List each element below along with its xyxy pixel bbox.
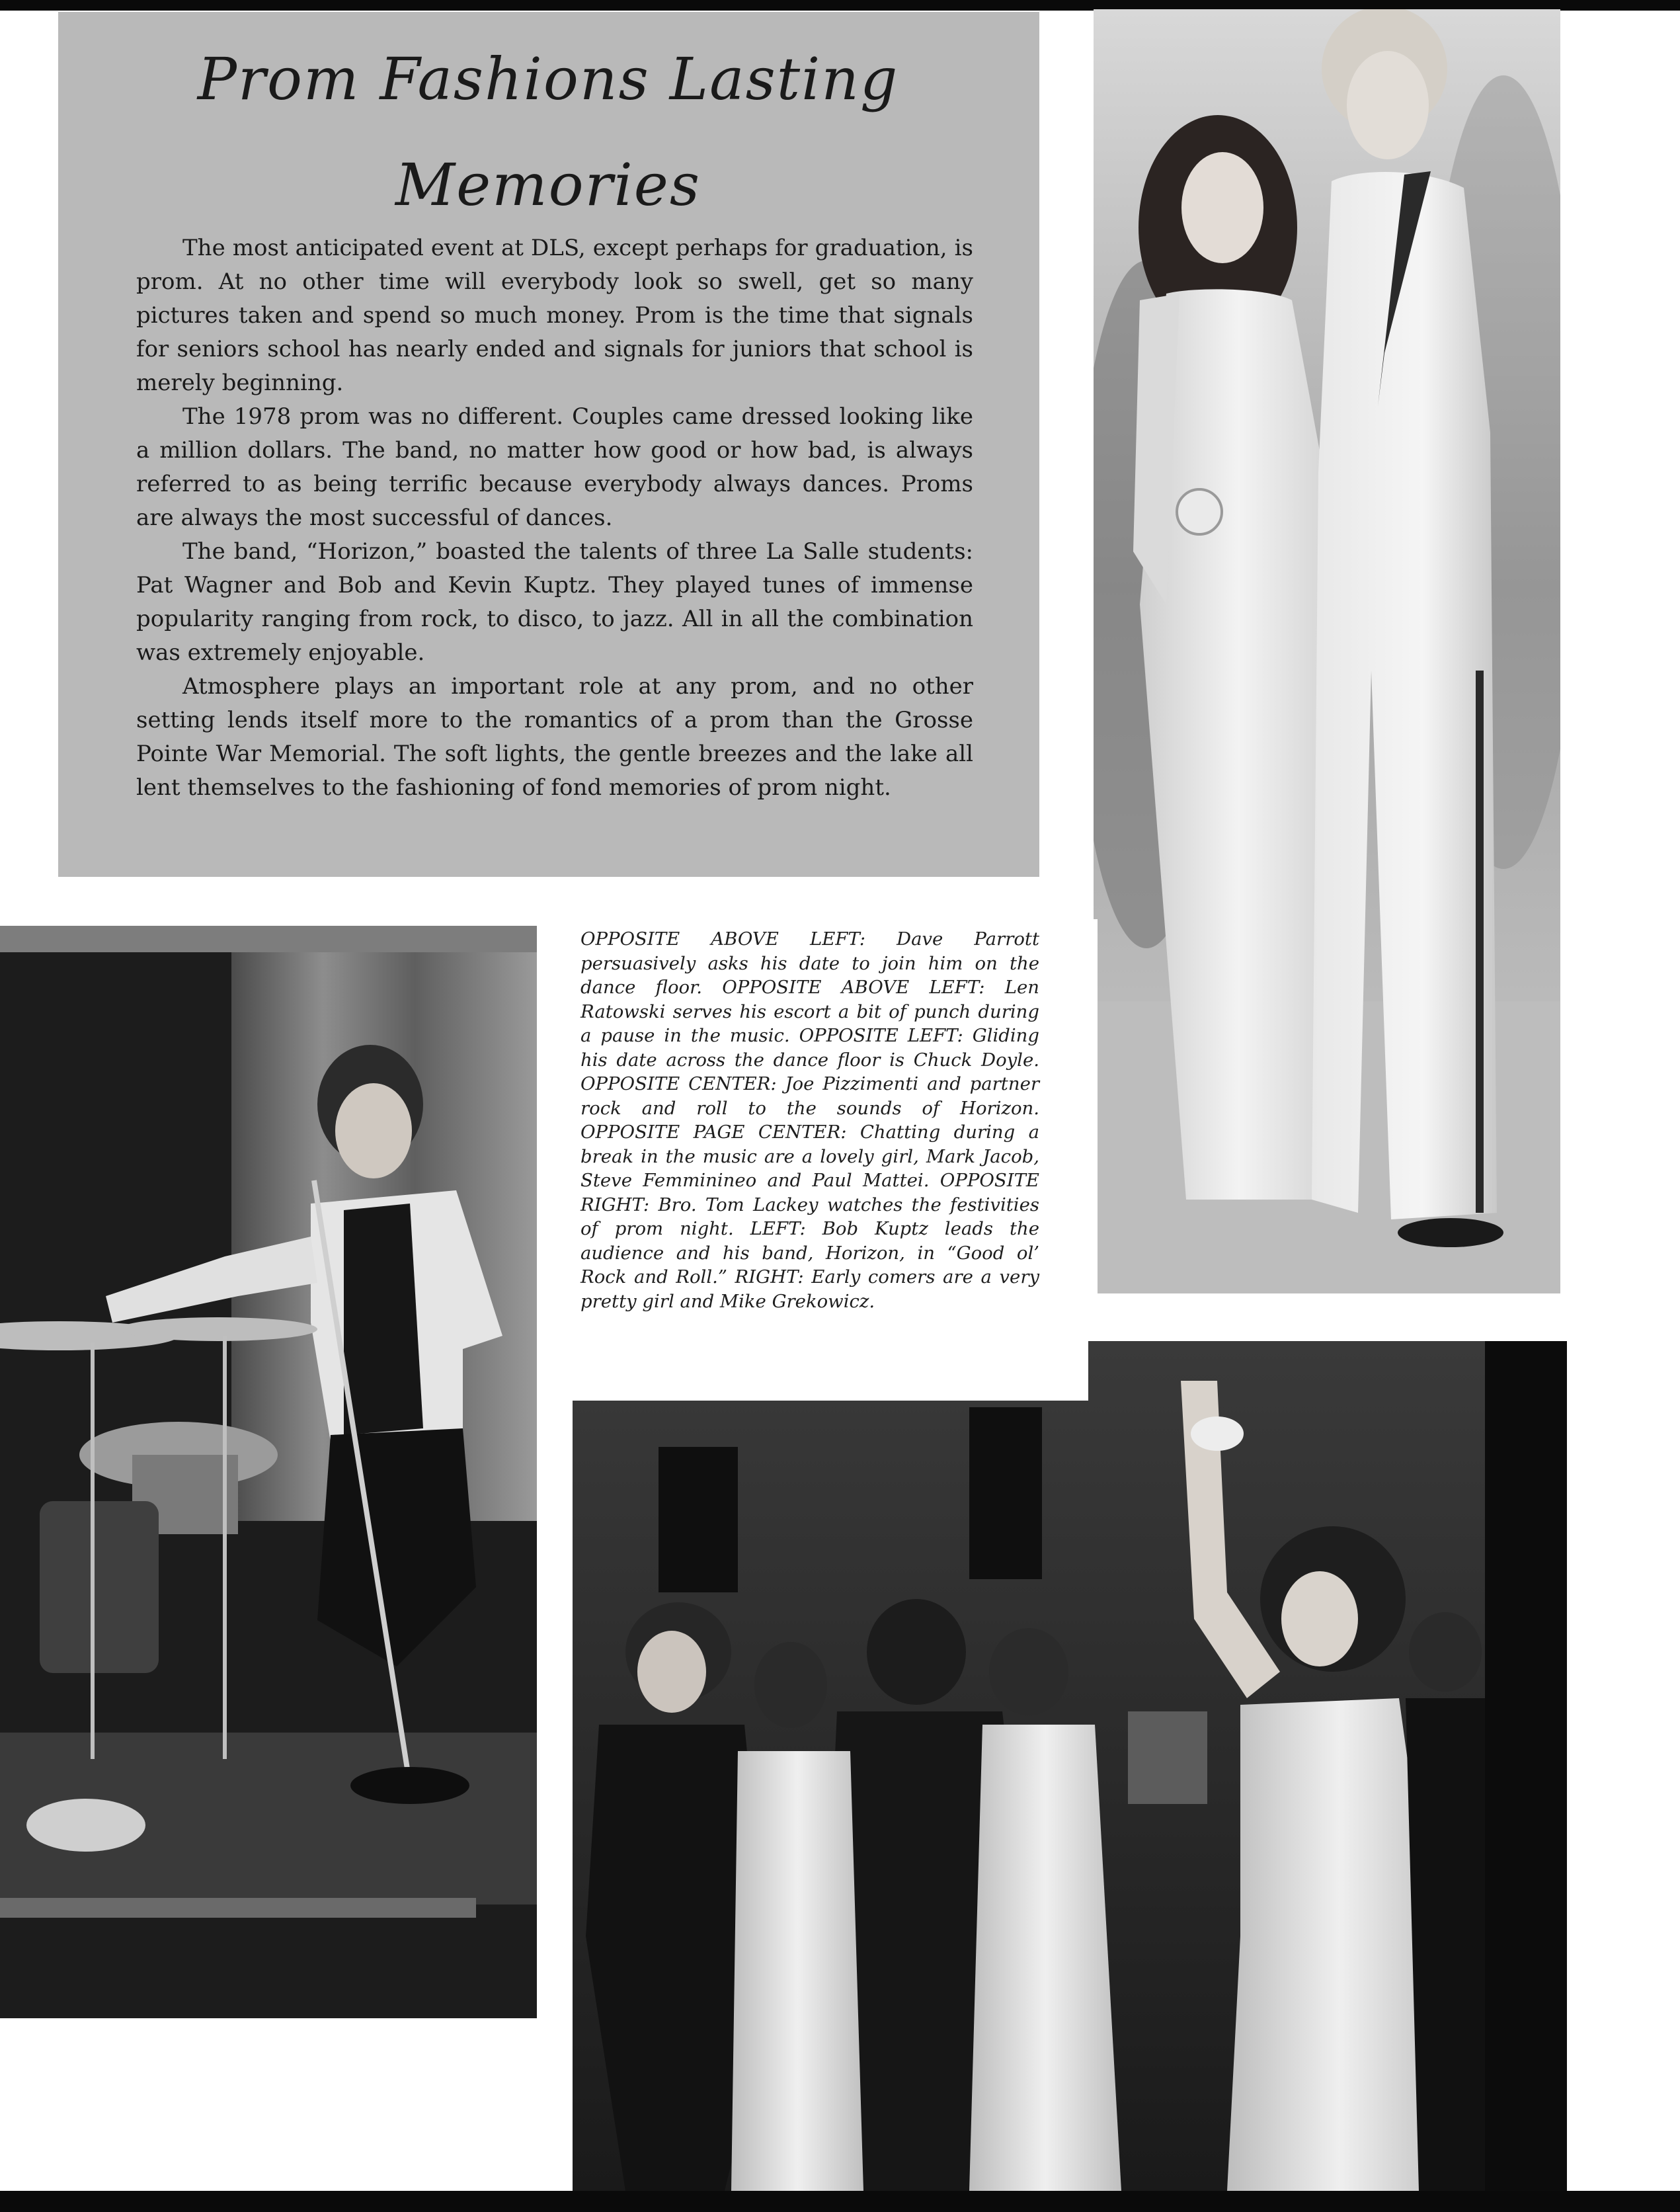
couple-photo xyxy=(1094,9,1560,1293)
dancers-photo xyxy=(573,1341,1567,2191)
article-title xyxy=(103,26,993,238)
title-line-1: Prom Fashions Lasting xyxy=(197,45,899,113)
paragraph: The most anticipated event at DLS, except perhaps for graduation, is prom. At no other time will everybody look so swell, get so many pictures taken and spend so much money. Prom is the time that signals for seniors school has nearly ended and signals for juniors that school is merely beginning. xyxy=(136,235,973,396)
bottom-border xyxy=(0,2191,1680,2212)
article-body xyxy=(136,231,973,805)
paragraph: The band, “Horizon,” boasted the talents of three La Salle students: Pat Wagner and Bob and Kevin Kuptz. They played tunes of immense popularity ranging from rock, to disco, to jazz. All in all the combination was extremely enjoyable. xyxy=(136,538,973,666)
paragraph: Atmosphere plays an important role at any prom, and no other setting lends itself more to the romantics of a prom than the Grosse Pointe War Memorial. The soft lights, the gentle breezes and the lake all lent themselves to the fashioning of fond memories of prom night. xyxy=(136,673,973,801)
photo-caption: OPPOSITE ABOVE LEFT: Dave Parrott persuasively asks his date to join him on the dance floor. OPPOSITE ABOVE LEFT: Len Ratowski serves his escort a bit of punch during a pause in the music. OPPOSITE LEFT: Gliding his date across the dance floor is Chuck Doyle. OPPOSITE CENTER: Joe Pizzimenti and partner rock and roll to the sounds of Horizon. OPPOSITE PAGE CENTER: Chatting during a break in the music are a lovely girl, Mark Jacob, Steve Femminineo and Paul Mattei. OPPOSITE RIGHT: Bro. Tom Lackey watches the festivities of prom night. LEFT: Bob Kuptz leads the audience and his band, Horizon, in “Good ol’ Rock and Roll.” RIGHT: Early comers are a very pretty girl and Mike Grekowicz. xyxy=(580,928,1039,1312)
title-line-2: Memories xyxy=(395,151,701,219)
article-box xyxy=(58,12,1039,877)
paragraph: The 1978 prom was no different. Couples came dressed looking like a million dollars. The band, no matter how good or how bad, is always referred to as being terrific because everybody always dances. Proms are always the most successful of dances. xyxy=(136,403,973,531)
drummer-photo xyxy=(0,926,537,2018)
